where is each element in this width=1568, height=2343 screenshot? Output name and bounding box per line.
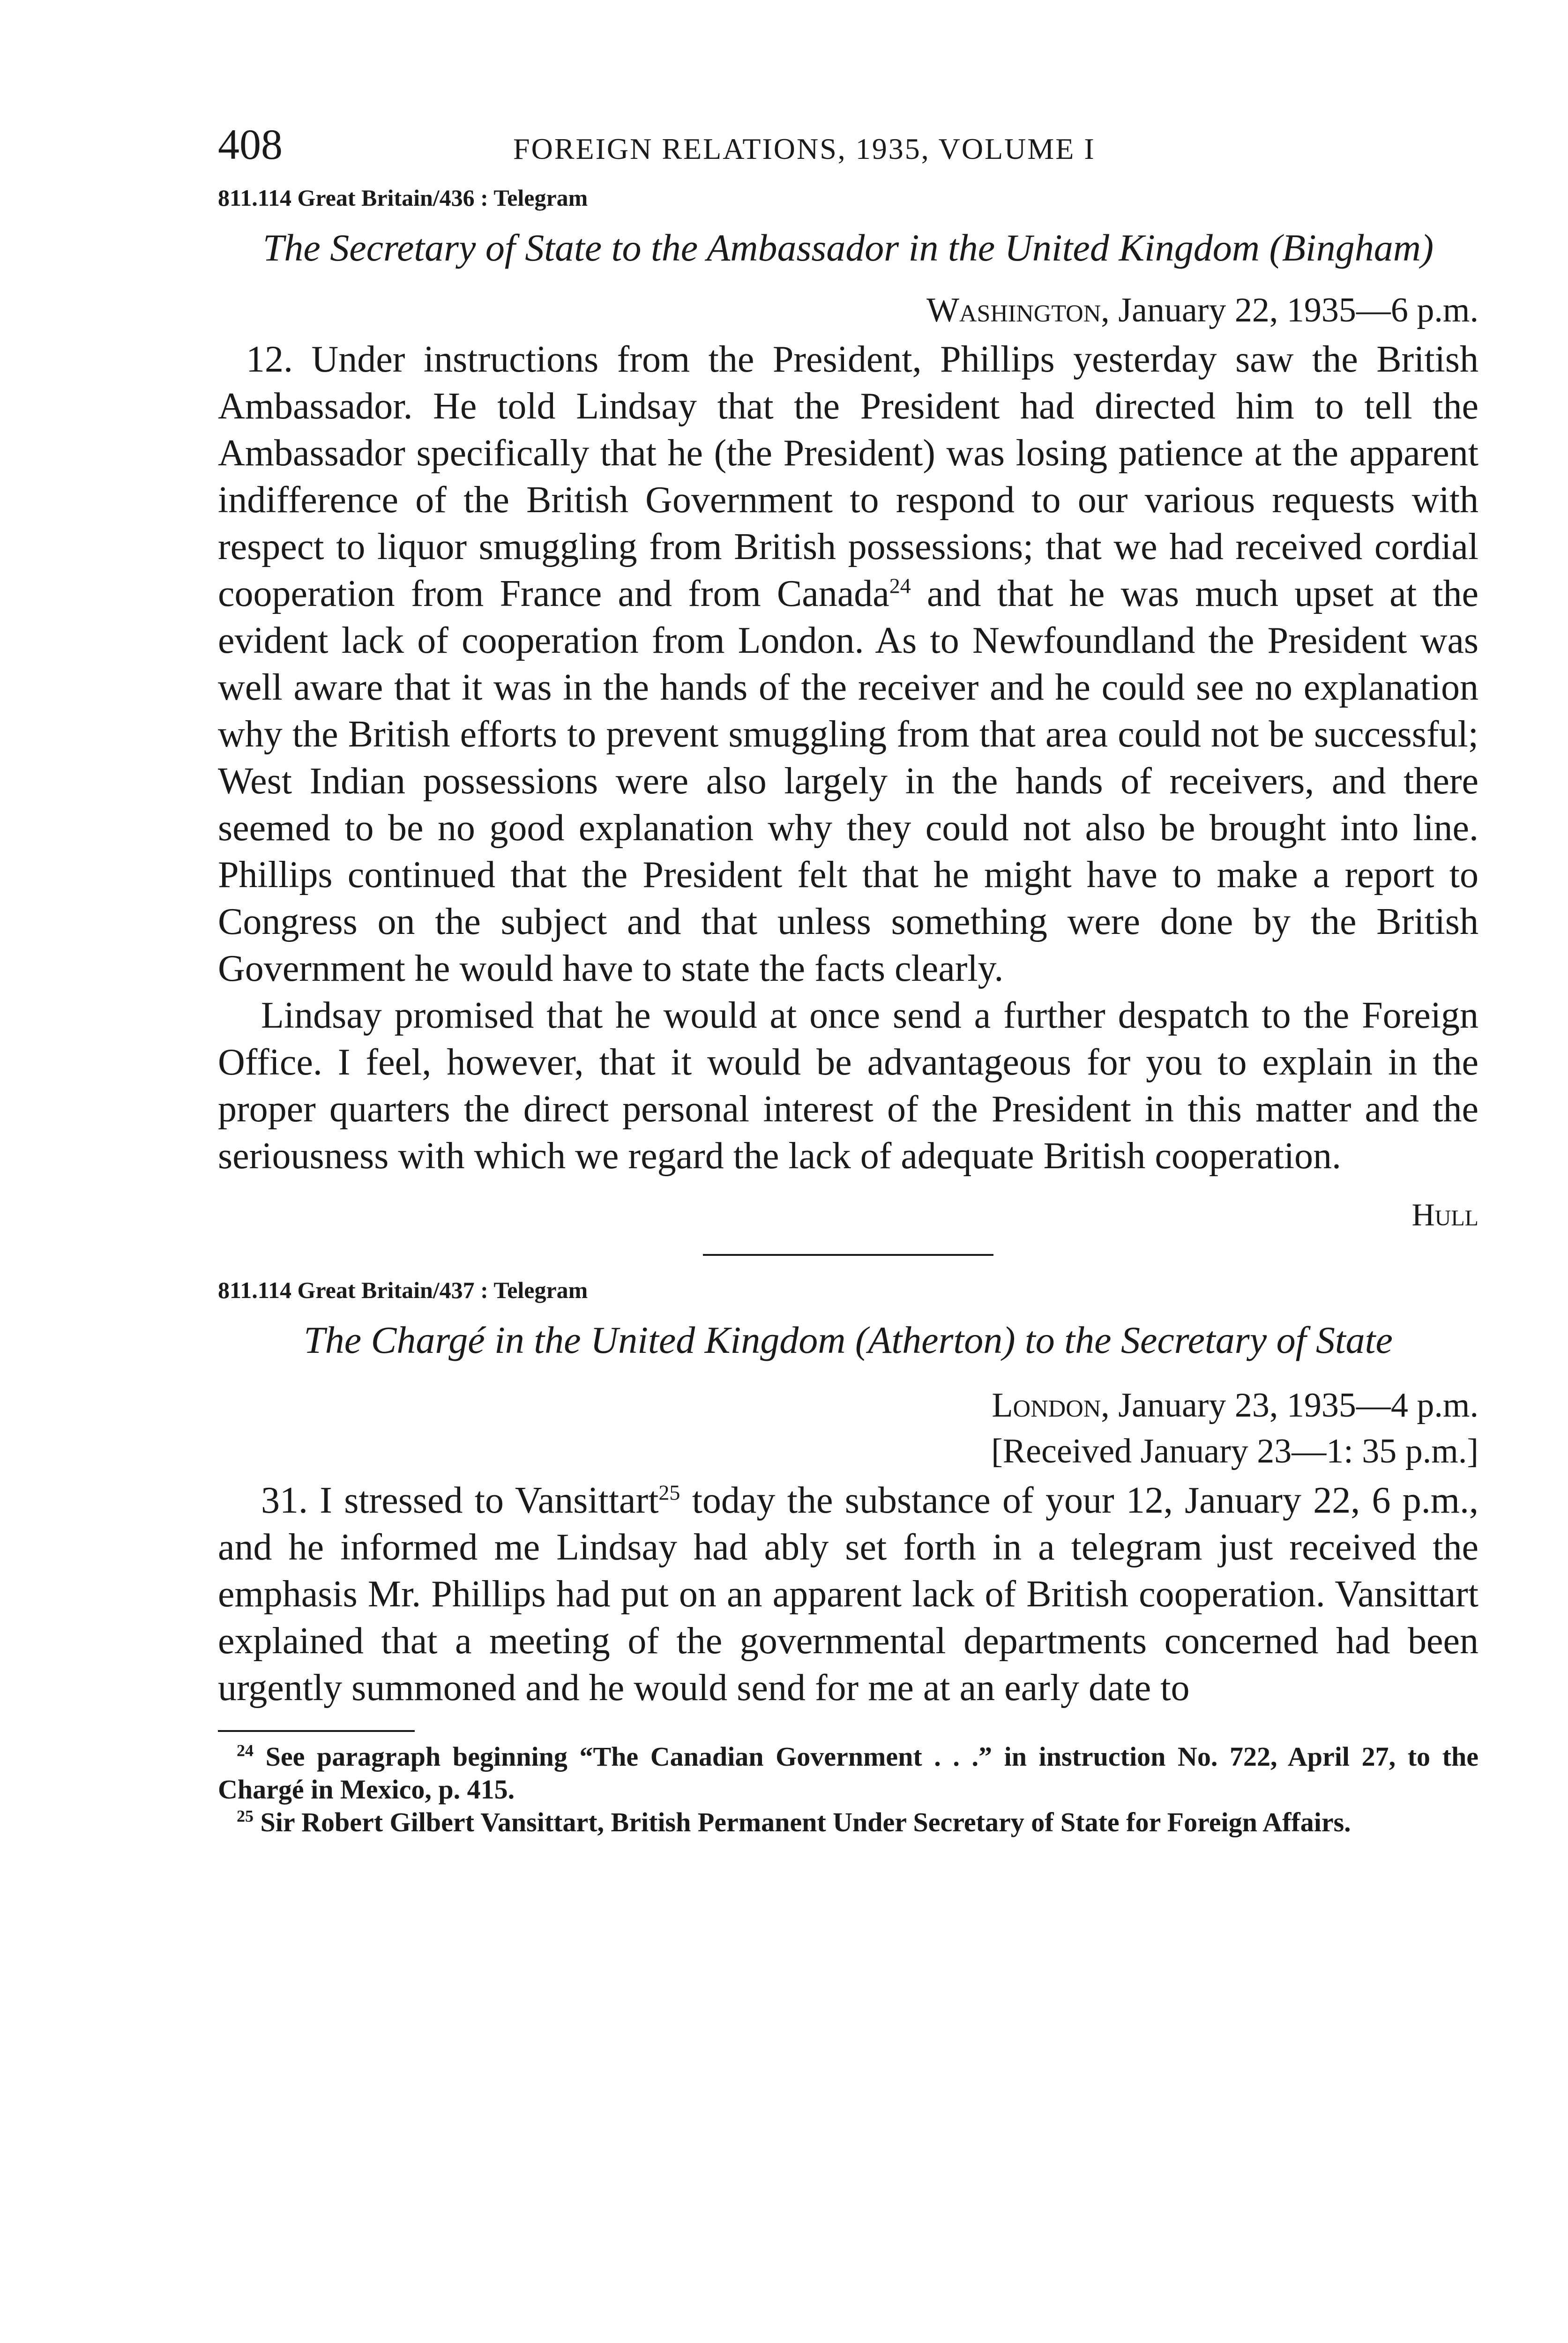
footnote-divider [218,1730,415,1732]
document-reference: 811.114 Great Britain/437 : Telegram [218,1277,588,1303]
dateline-place: London, [992,1386,1110,1425]
footnote-text: See paragraph beginning “The Canadian Government . . .” in instruction No. 722, April 27, to the Chargé in Mexico, p. 415. [218,1741,1478,1805]
dateline-place: Washington, [926,291,1110,329]
paragraph-text: 31. I stressed to Vansittart [261,1480,659,1521]
document-title: The Chargé in the United Kingdom (Atherton) to the Secretary of State [304,1319,1393,1361]
document-page [218,119,1478,1839]
footnote-marker: 24 [889,574,911,598]
page-number: 408 [218,120,283,168]
running-header [218,119,1478,176]
body-paragraph [218,1477,1478,1711]
paragraph-text: and that he was much upset at the evident lack of cooperation from London. As to Newfoundland the President was well aware that it was in the hands of the receiver and he could see no explanation why the British efforts to prevent smuggling from that area could not be successful; West Indian possessions were also largely in the hands of receivers, and there seemed to be no good explanation why they could not also be brought into line. Phillips continued that the President felt that he might have to make a report to Congress on the subject and that unless something were done by the British Government he would have to state the facts clearly. [218,573,1478,989]
paragraph-text: 12. Under instructions from the President, Phillips yesterday saw the British Ambassador. He told Lindsay that the President had directed him to tell the Ambassador specifically that he (the President) was losing patience at the apparent indifference of the British Government to respond to our various requests with respect to liquor smuggling from British possessions; that we had received cordial cooperation from France and from Canada [218,339,1478,614]
signature: Hull [1411,1197,1478,1232]
section-divider [703,1254,993,1256]
dateline [218,1382,1478,1428]
journal-title: FOREIGN RELATIONS, 1935, VOLUME I [513,132,1096,165]
paragraph-text: today the substance of your 12, January 22, 6 p.m., and he informed me Lindsay had ably set forth in a telegram just received the emphasis Mr. Phillips had put on an apparent lack of British cooperation. Vansittart explained that a meeting of the governmental departments concerned had been urgently summoned and he would send for me at an early date to [218,1480,1478,1709]
footnote-text: Sir Robert Gilbert Vansittart, British Permanent Under Secretary of State for Foreign Affairs. [260,1807,1351,1837]
document-reference: 811.114 Great Britain/436 : Telegram [218,185,588,211]
footnote [218,1740,1478,1806]
received-note: [Received January 23—1: 35 p.m.] [991,1432,1478,1470]
body-paragraph [218,336,1478,992]
body-paragraph: Lindsay promised that he would at once send a further despatch to the Foreign Office. I feel, however, that it would be advantageous for you to explain in the proper quarters the direct personal interest of the President in this matter and the seriousness with which we regard the lack of adequate British cooperation. [218,995,1478,1177]
dateline [218,287,1478,333]
dateline-date: January 22, 1935—6 p.m. [1109,291,1478,329]
footnote [218,1806,1478,1839]
dateline-date: January 23, 1935—4 p.m. [1109,1386,1478,1425]
footnote-number: 24 [237,1741,254,1760]
footnote-marker: 25 [658,1480,680,1505]
footnote-number: 25 [237,1806,254,1826]
document-title: The Secretary of State to the Ambassador in the United Kingdom (Bingham) [262,226,1434,269]
